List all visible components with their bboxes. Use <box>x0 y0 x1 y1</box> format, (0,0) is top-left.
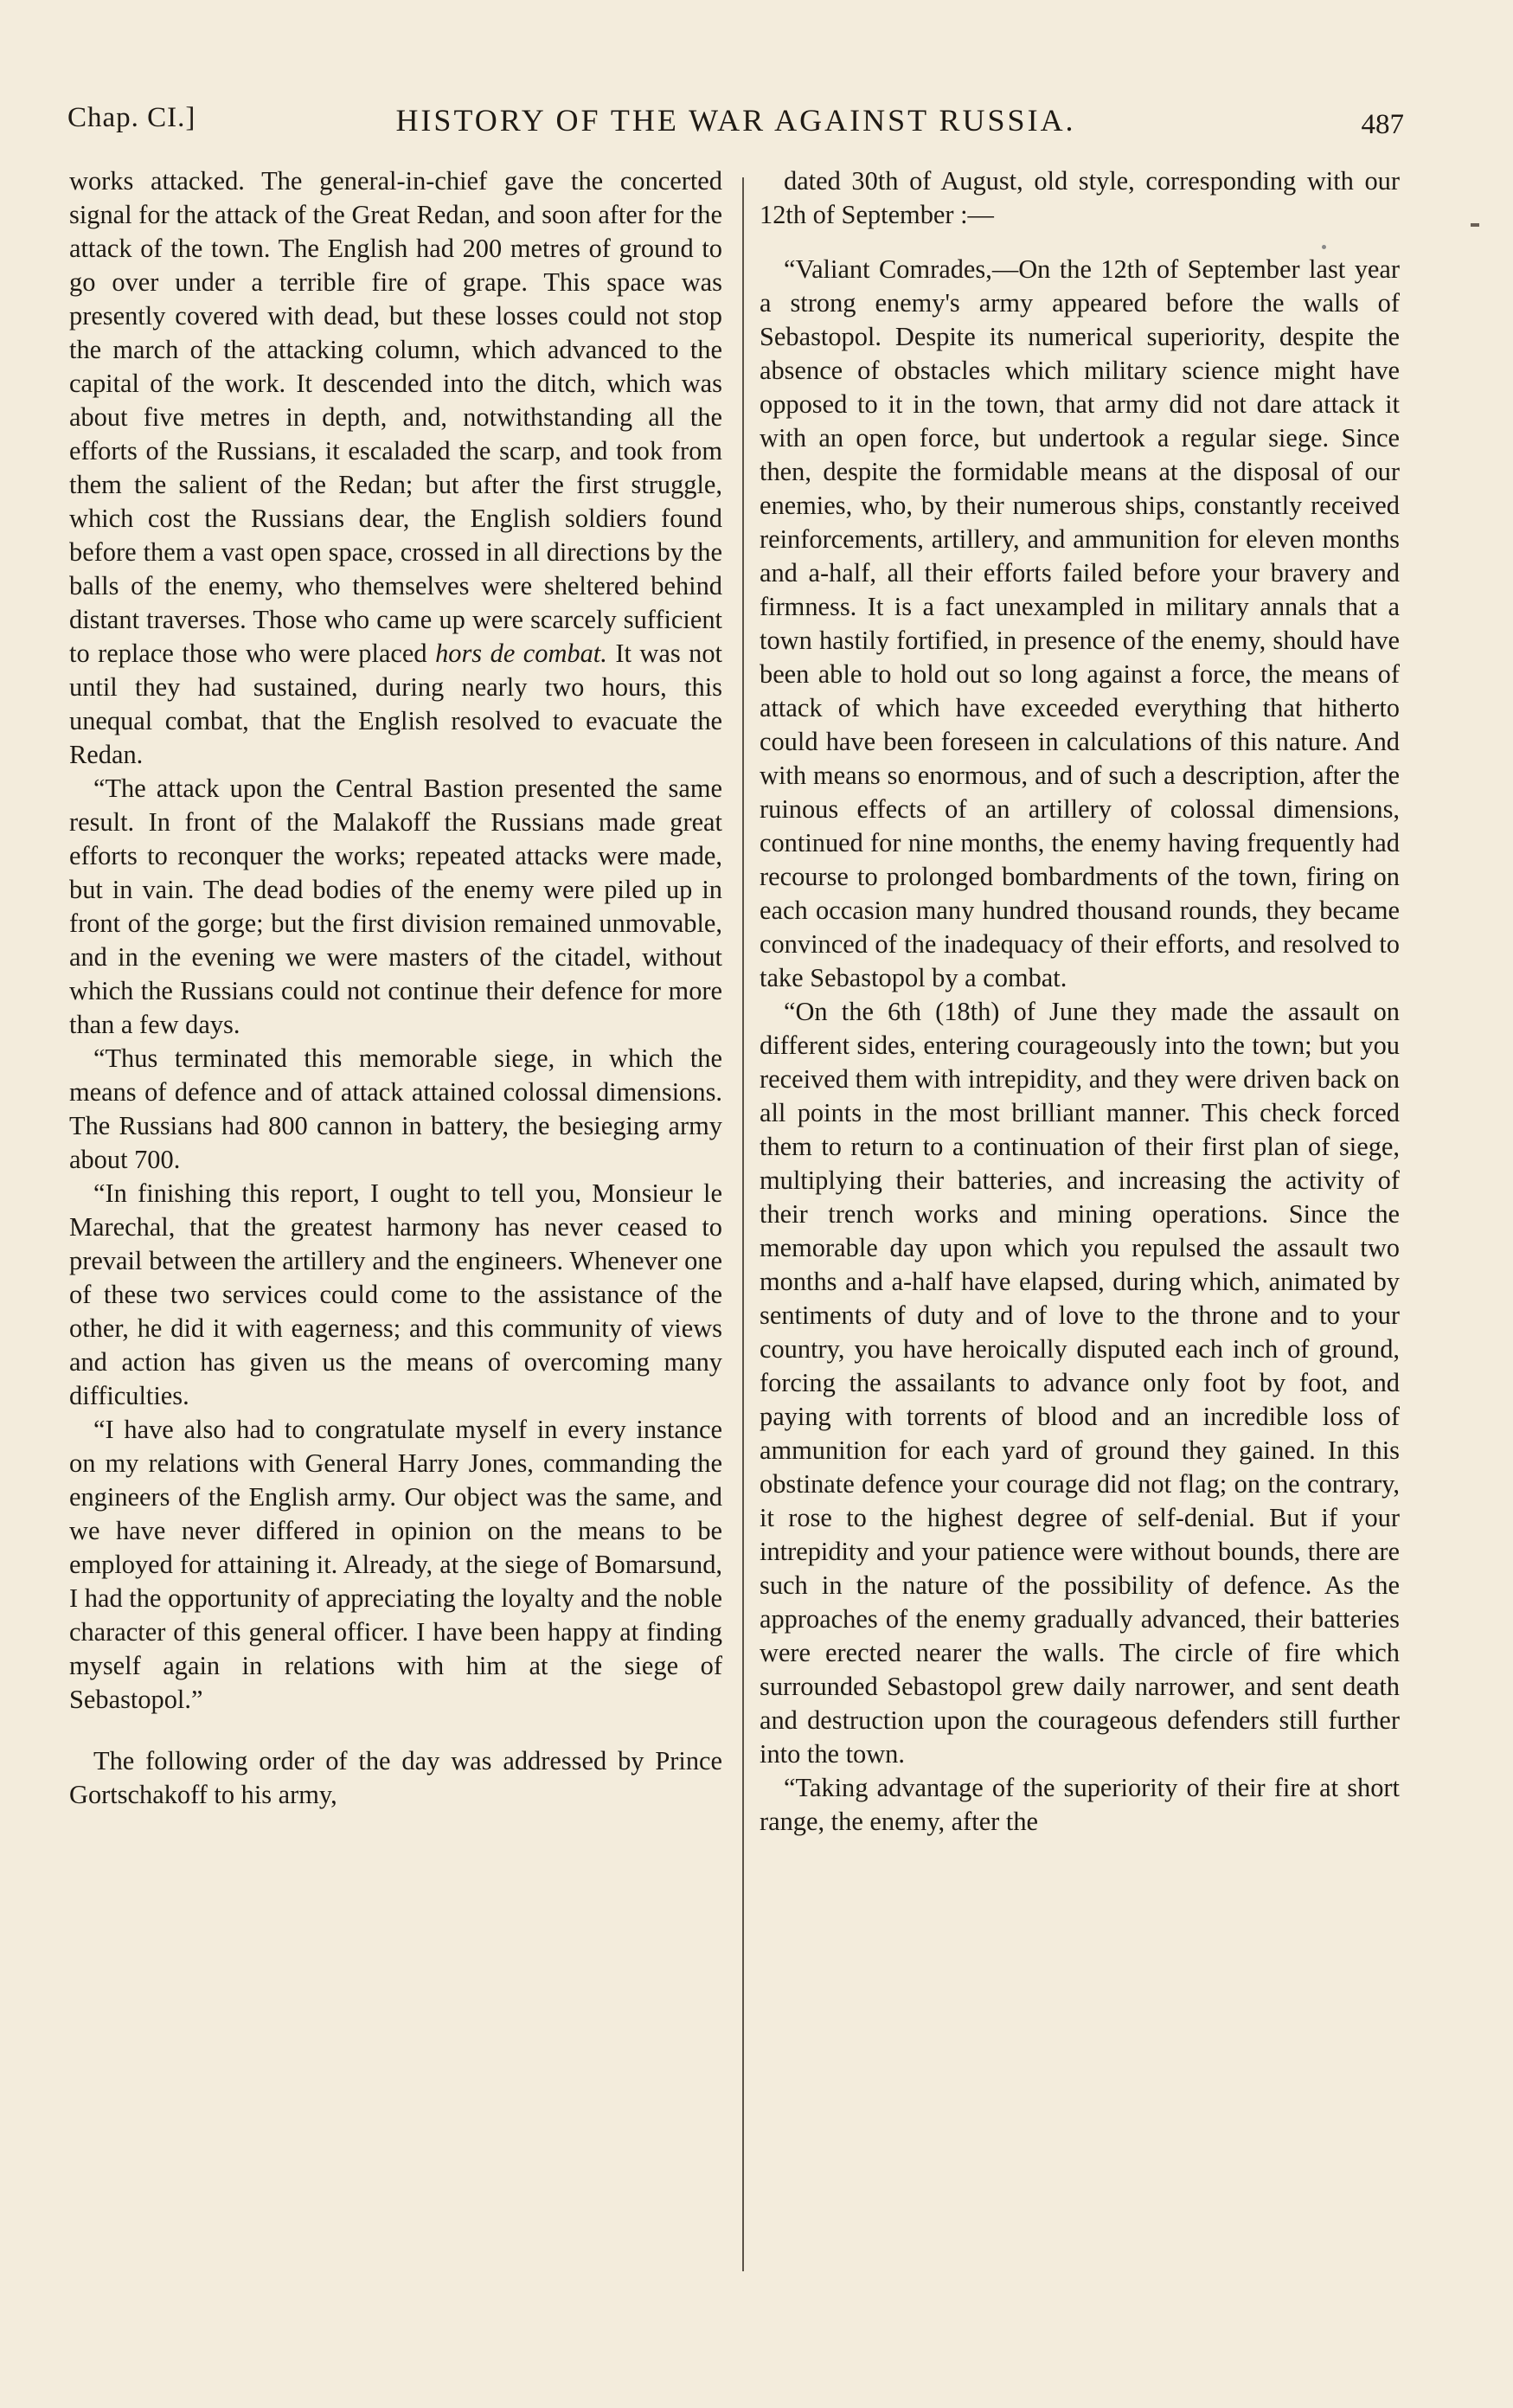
print-mark <box>1322 245 1326 249</box>
column-divider <box>742 177 744 2271</box>
paragraph: The following order of the day was addressed by Prince Gortschakoff to his army, <box>69 1746 722 1809</box>
paragraph-text: It was not until they had sustained, during nearly two hours, this unequal combat, that the English resolved to evacuate the Redan. <box>69 639 722 769</box>
page-header <box>67 102 1404 154</box>
paragraph: “On the 6th (18th) of June they made the assault on different sides, entering courageously into the town; but you received them with intrepidity, and they were driven back on all points in the most brilliant manner. This check forced them to return to a continuation of their first plan of siege, multiplying their batteries, and increasing the activity of their trench works and mining operations. Since the memorable day upon which you repulsed the assault two months and a-half have elapsed, during which, animated by sentiments of duty and of love to the throne and to your country, you have heroically disputed each inch of ground, forcing the assailants to advance only foot by foot, and paying with torrents of blood and an incredible loss of ammunition for each yard of ground they gained. In this obstinate defence your courage did not flag; on the contrary, it rose to the highest degree of self-denial. But if your intrepidity and your patience were without bounds, there are such in the nature of the possibility of defence. As the approaches of the enemy gradually advanced, their batteries were erected nearer the walls. The circle of fire which surrounded Sebastopol grew daily narrower, and sent death and destruction upon the courageous defenders still further into the town. <box>760 997 1400 1769</box>
italic-phrase: hors de combat. <box>435 639 607 668</box>
paragraph <box>69 164 722 772</box>
left-column <box>69 164 722 1812</box>
paragraph: “I have also had to congratulate myself in every instance on my relations with General Harry Jones, commanding the engineers of the English army. Our object was the same, and we have never differed in opinion on the means to be employed for attaining it. Already, at the siege of Bomarsund, I had the opportunity of appreciating the loyalty and the noble character of this general officer. I have been happy at finding myself again in relations with him at the siege of Sebastopol.” <box>69 1415 722 1714</box>
right-column <box>760 164 1400 1839</box>
paragraph: “Valiant Comrades,—On the 12th of September last year a strong enemy's army appeared before the walls of Sebastopol. Despite its numerical superiority, despite the absence of obstacles which military science might have opposed to it in the town, that army did not dare attack it with an open force, but undertook a regular siege. Since then, despite the formidable means at the disposal of our enemies, who, by their numerous ships, constantly received reinforcements, artillery, and ammunition for eleven months and a-half, all their efforts failed before your bravery and firmness. It is a fact unexampled in military annals that a town hastily fortified, in presence of the enemy, should have been able to hold out so long against a force, the means of attack of which have exceeded everything that hitherto could have been foreseen in calculations of this nature. And with means so enormous, and of such a description, after the ruinous effects of an artillery of colossal dimensions, continued for nine months, the enemy having frequently had recourse to prolonged bombardments of the town, firing on each occasion many hundred thousand rounds, they became convinced of the inadequacy of their efforts, and resolved to take Sebastopol by a combat. <box>760 254 1400 992</box>
print-mark <box>1471 223 1479 227</box>
paragraph: “The attack upon the Central Bastion presented the same result. In front of the Malakoff the Russians made great efforts to reconquer the works; repeated attacks were made, but in vain. The dead bodies of the enemy were piled up in front of the gorge; but the first division remained unmovable, and in the evening we were masters of the citadel, without which the Russians could not continue their defence for more than a few days. <box>69 774 722 1039</box>
paragraph: “Thus terminated this memorable siege, in which the means of defence and of attack attained colossal dimensions. The Russians had 800 cannon in battery, the besieging army about 700. <box>69 1043 722 1174</box>
chapter-label: Chap. CI.] <box>67 102 196 133</box>
paragraph: “Taking advantage of the superiority of their fire at short range, the enemy, after the <box>760 1773 1400 1836</box>
paragraph: “In finishing this report, I ought to tell you, Monsieur le Marechal, that the greatest harmony has never ceased to prevail between the artillery and the engineers. Whenever one of these two services could come to the assistance of the other, he did it with eagerness; and this community of views and action has given us the means of overcoming many difficulties. <box>69 1178 722 1410</box>
page-number: 487 <box>1361 109 1404 140</box>
paragraph: dated 30th of August, old style, corresponding with our 12th of September :— <box>760 166 1400 229</box>
paragraph-text: works attacked. The general-in-chief gave the concerted signal for the attack of the Great Redan, and soon after for the attack of the town. The English had 200 metres of ground to go over under a terrible fire of grape. This space was presently covered with dead, but these losses could not stop the march of the attacking column, which advanced to the capital of the work. It descended into the ditch, which was about five metres in depth, and, notwithstanding all the efforts of the Russians, it escaladed the scarp, and took from them the salient of the Redan; but after the first struggle, which cost the Russians dear, the English soldiers found before them a vast open space, crossed in all directions by the balls of the enemy, who themselves were sheltered behind distant traverses. Those who came up were scarcely sufficient to replace those who were placed <box>69 166 722 668</box>
running-title: HISTORY OF THE WAR AGAINST RUSSIA. <box>395 103 1076 138</box>
